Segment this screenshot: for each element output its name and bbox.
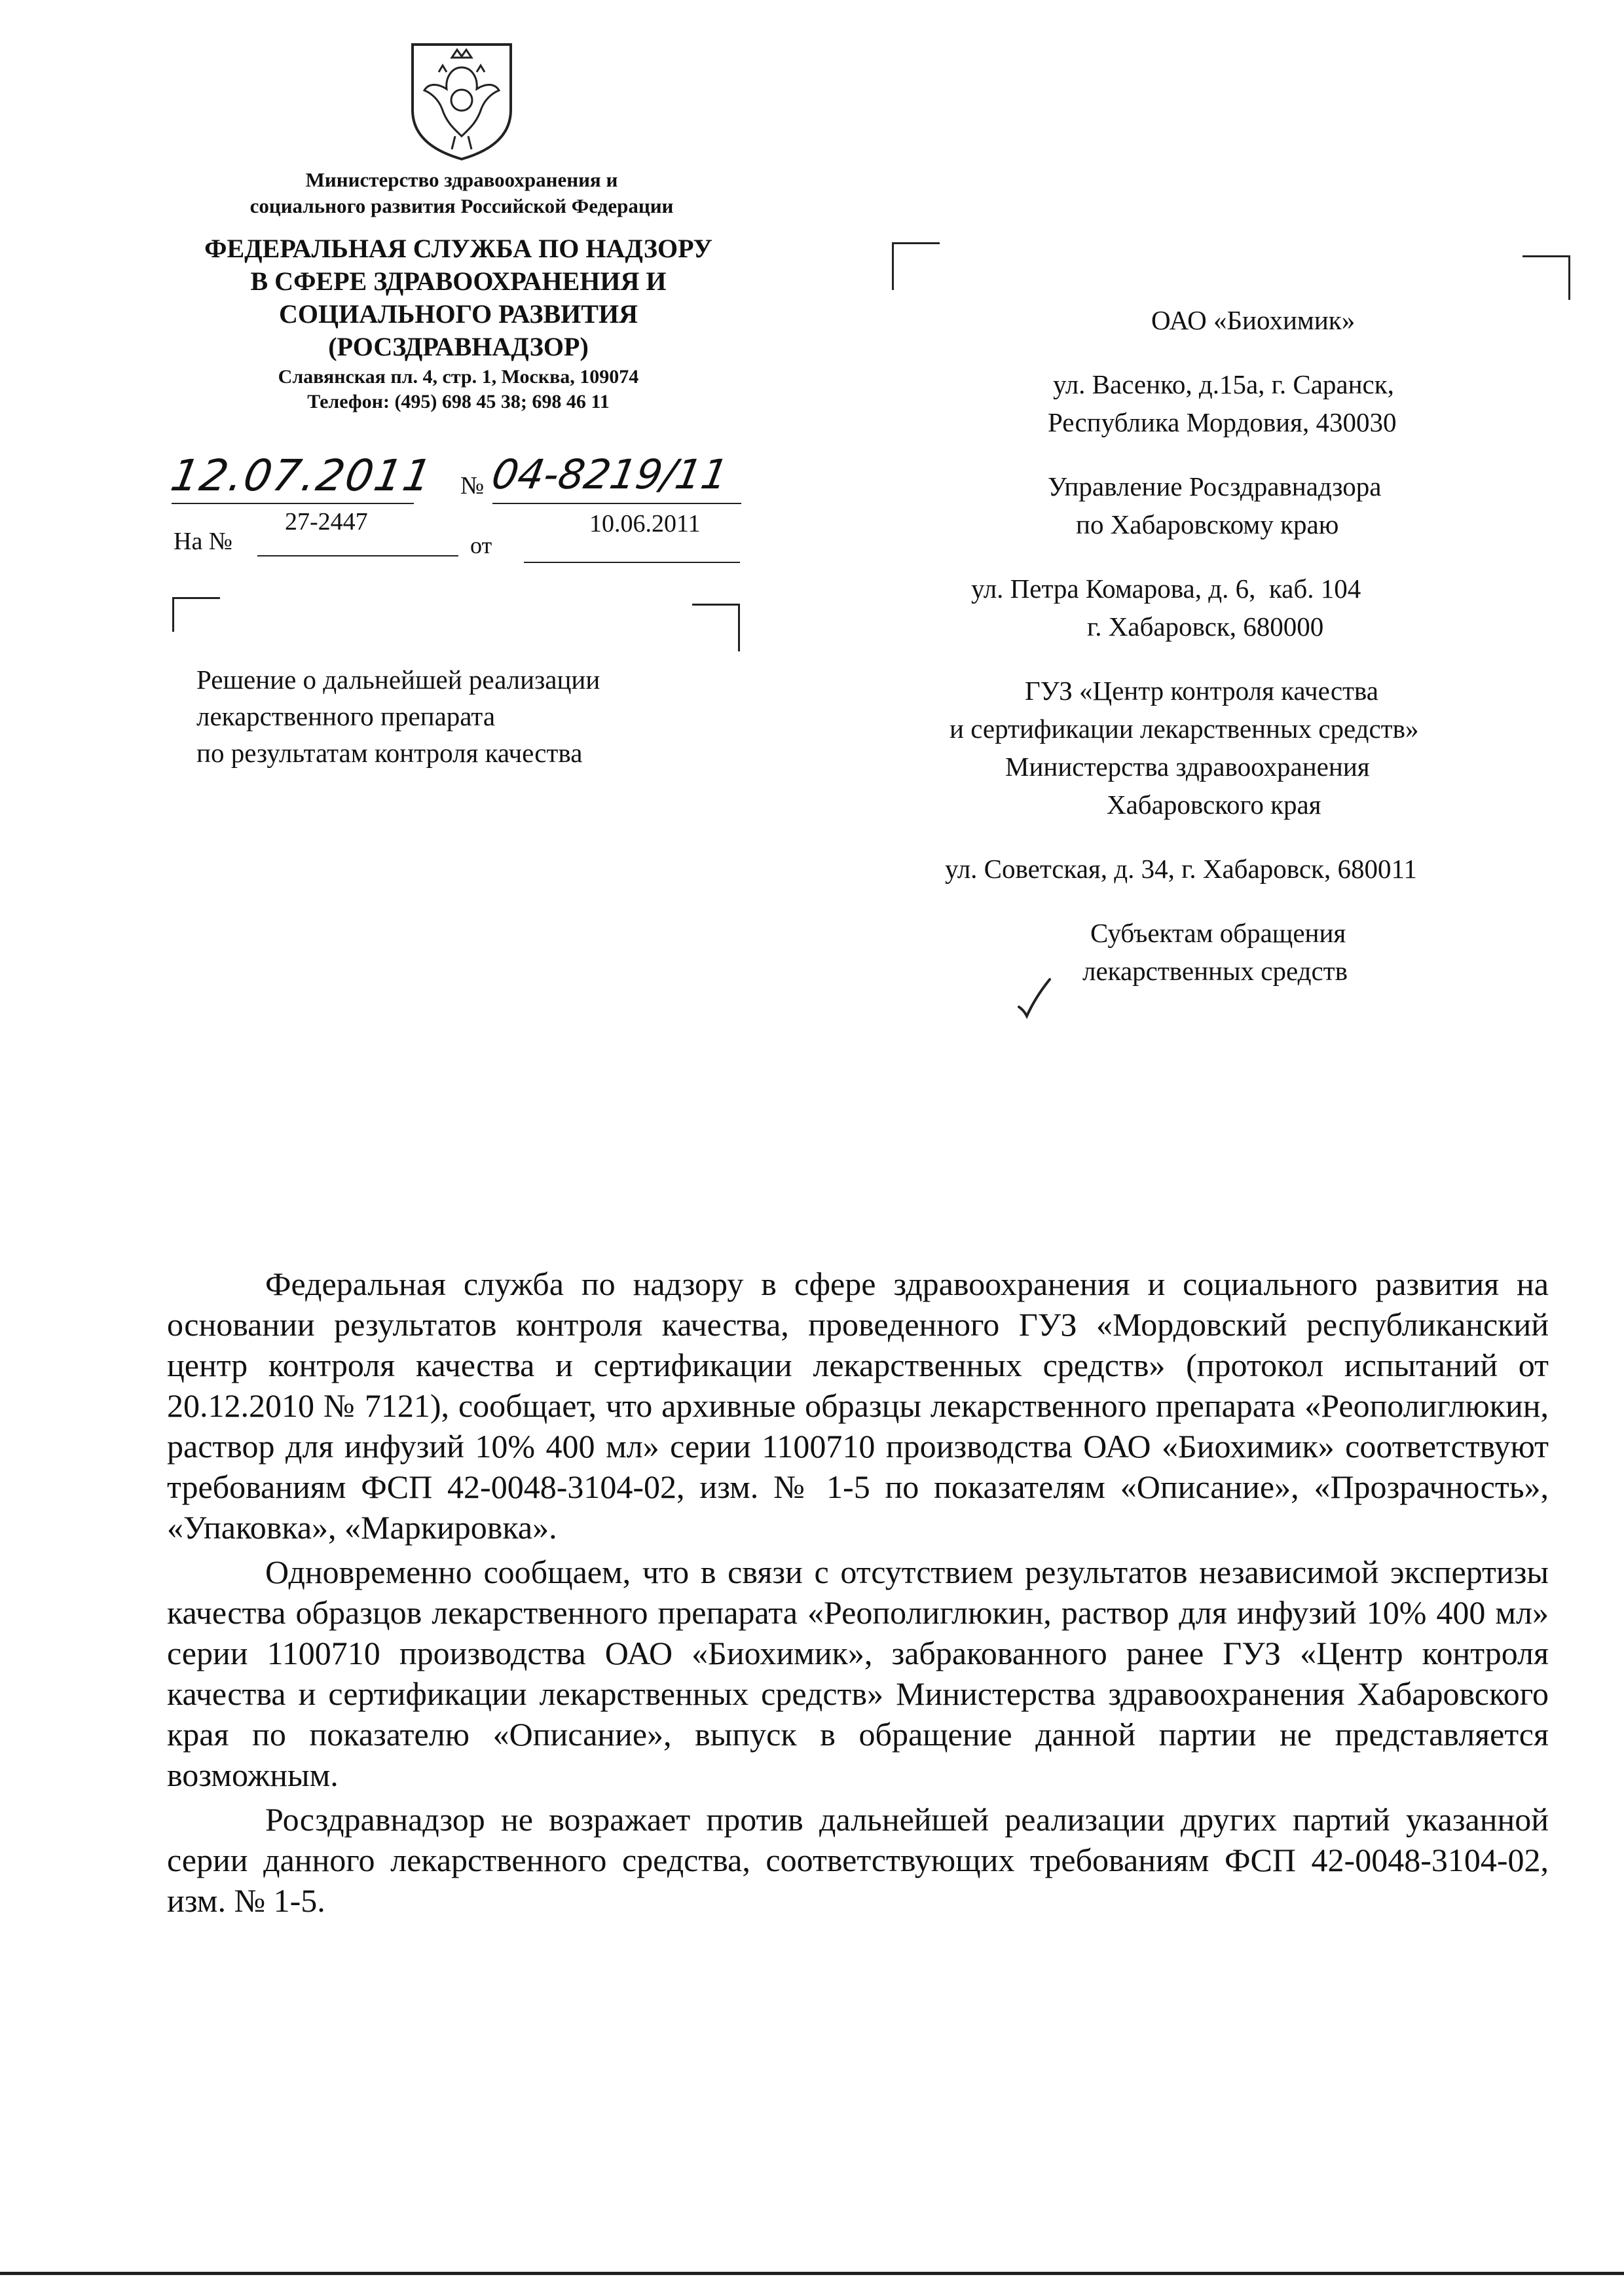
ministry-name: [167, 167, 756, 219]
recipient-line: Министерства здравоохранения: [1005, 752, 1370, 782]
outgoing-date: 12.07.2011: [167, 450, 437, 501]
recipient-line: ул. Петра Комарова, д. 6, каб. 104: [971, 574, 1361, 604]
recipient-line: Субъектам обращения: [1090, 918, 1346, 948]
subject-line: лекарственного препарата: [196, 701, 496, 731]
reference-date: 10.06.2011: [589, 510, 701, 538]
coat-of-arms-emblem-icon: [399, 31, 524, 162]
sender-address: [164, 365, 753, 414]
outgoing-number-underline: [492, 503, 741, 504]
recipient-line: и сертификации лекарственных средств»: [950, 714, 1419, 744]
recipient-line: г. Хабаровск, 680000: [1087, 611, 1324, 642]
service-line: ФЕДЕРАЛЬНАЯ СЛУЖБА ПО НАДЗОРУ: [204, 234, 712, 263]
body-paragraph: Росздравнадзор не возражает против дальнейшей реализации других партий указанной серии данного лекарственного средства, соответствующих требованиям ФСП 42-0048-3104-02, изм. № 1-5.: [167, 1801, 1549, 1919]
subject-line: Решение о дальнейшей реализации: [196, 665, 600, 695]
recipient-corner-left: [892, 242, 940, 290]
reference-date-underline: [524, 562, 740, 563]
service-name: [164, 232, 753, 363]
service-line: (РОСЗДРАВНАДЗОР): [328, 332, 589, 361]
recipient-line: ул. Советская, д. 34, г. Хабаровск, 680011: [945, 854, 1417, 884]
recipient-line: лекарственных средств: [1082, 956, 1348, 986]
recipient-line: ГУЗ «Центр контроля качества: [1025, 676, 1378, 706]
recipient-line: по Хабаровскому краю: [1076, 509, 1339, 539]
body-paragraph: Федеральная служба по надзору в сфере здравоохранения и социального развития на основании результатов контроля качества, проведенного ГУЗ «Мордовский республиканский центр контроля качества и сертификации лекарственных средств» (протокол испытаний от 20.12.2010 № 7121), сообщает, что архивные образцы лекарственного препарата «Реополиглюкин, раствор для инфузий 10% 400 мл» серии 1100710 производства ОАО «Биохимик» соответствуют требованиям ФСП 42-0048-3104-02, изм. № 1-5 по показателям «Описание», «Прозрачность», «Упаковка», «Маркировка».: [167, 1266, 1549, 1546]
recipient-line: Управление Росздравнадзора: [1048, 471, 1382, 501]
body-paragraph: Одновременно сообщаем, что в связи с отсутствием результатов независимой экспертизы качества образцов лекарственного препарата «Реополиглюкин, раствор для инфузий 10% 400 мл» серии 1100710 производства ОАО «Биохимик», забракованного ранее ГУЗ «Центр контроля качества и сертификации лекарственных средств» Министерства здравоохранения Хабаровского края по показателю «Описание», выпуск в обращение данной партии не представляется возможным.: [167, 1554, 1549, 1793]
reference-from-label: от: [470, 532, 492, 558]
reference-number: 27-2447: [285, 508, 368, 536]
recipient-line: ул. Васенко, д.15а, г. Саранск,: [1053, 369, 1394, 399]
reference-number-underline: [257, 555, 458, 556]
phone-line: Телефон: (495) 698 45 38; 698 46 11: [307, 391, 610, 412]
recipients-block: [917, 301, 1572, 990]
recipient-line: Хабаровского края: [1107, 790, 1321, 820]
handwritten-checkmark-icon: [1014, 975, 1053, 1021]
recipient-line: Республика Мордовия, 430030: [1048, 407, 1397, 437]
ministry-line: социального развития Российской Федерации: [249, 194, 674, 217]
service-line: СОЦИАЛЬНОГО РАЗВИТИЯ: [279, 299, 638, 329]
ministry-line: Министерство здравоохранения и: [305, 168, 618, 191]
outgoing-date-underline: [172, 503, 414, 504]
subject-line: по результатам контроля качества: [196, 738, 583, 768]
outgoing-number: 04-8219/11: [488, 450, 732, 498]
subject-corner-left: [172, 597, 220, 632]
bottom-scan-edge: [0, 2272, 1624, 2275]
recipient-corner-right: [1522, 255, 1570, 300]
subject-corner-right: [692, 604, 740, 651]
subject-block: [196, 661, 600, 771]
service-line: В СФЕРЕ ЗДРАВООХРАНЕНИЯ И: [250, 266, 667, 296]
outgoing-number-sign: №: [460, 472, 485, 500]
reference-label: На №: [174, 528, 233, 555]
recipient-line: ОАО «Биохимик»: [1151, 305, 1356, 335]
letter-body: [167, 1264, 1549, 1921]
address-line: Славянская пл. 4, стр. 1, Москва, 109074: [278, 366, 639, 388]
